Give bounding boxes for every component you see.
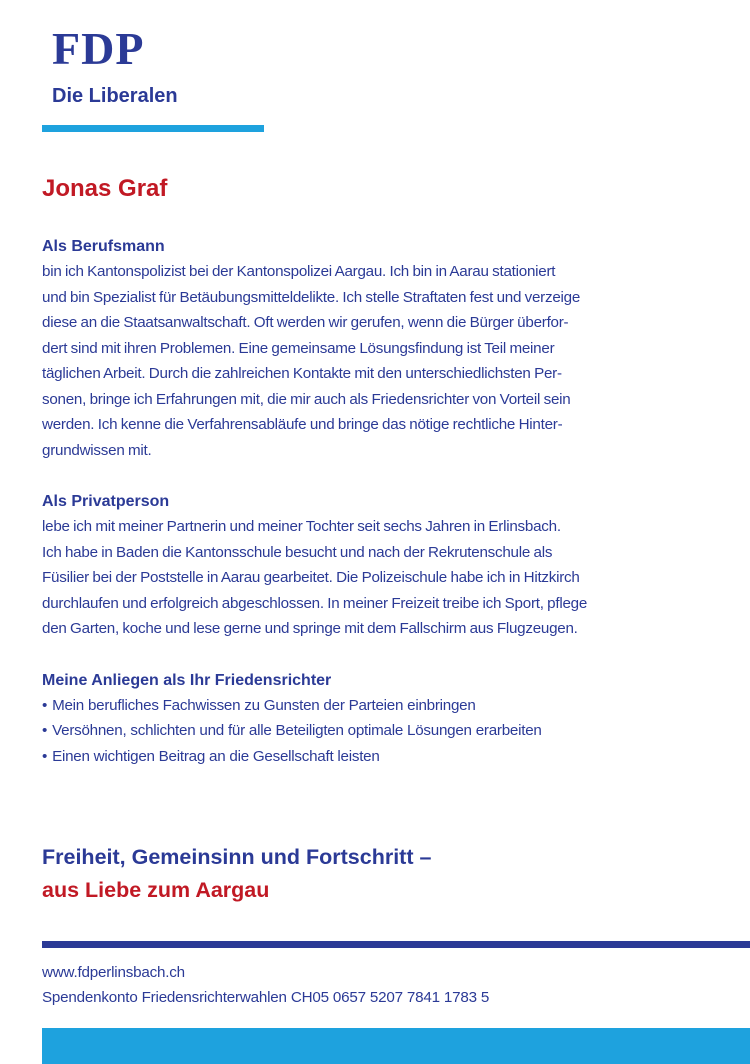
content-body — [42, 234, 692, 795]
list-item — [42, 718, 692, 744]
list-item — [42, 693, 692, 719]
list-item-text: Mein berufliches Fachwissen zu Gunsten der Parteien einbringen — [52, 696, 476, 714]
slogan-line-1: Freiheit, Gemeinsinn und Fortschritt – — [42, 845, 432, 869]
section-private — [42, 489, 692, 642]
section-heading: Meine Anliegen als Ihr Friedensrichter — [42, 671, 332, 689]
bullet-icon: • — [42, 722, 48, 739]
website-link[interactable]: www.fdperlinsbach.ch — [42, 964, 185, 981]
logo-accent-bar — [42, 125, 264, 132]
footer-divider — [42, 941, 750, 948]
list-item-text: Einen wichtigen Beitrag an die Gesellschaft leisten — [52, 747, 380, 765]
footer-accent-bar — [42, 1028, 750, 1064]
section-concerns — [42, 668, 692, 770]
footer-info — [42, 960, 489, 1010]
donation-account: Spendenkonto Friedensrichterwahlen CH05 0657 5207 7841 1783 5 — [42, 989, 490, 1006]
section-heading: Als Privatperson — [42, 493, 170, 510]
list-item-text: Versöhnen, schlichten und für alle Beteiligten optimale Lösungen erarbeiten — [52, 722, 542, 739]
logo-subtitle: Die Liberalen — [52, 85, 178, 107]
section-text: lebe ich mit meiner Partnerin und meiner Tochter seit sechs Jahren in Erlinsbach. Ich habe in Baden die Kantonsschule besucht und nach der Rekrutenschule als Füsilier bei der Poststelle in Aarau gearbeitet. Die Polizeischule habe ich in Hitzkirch durchlaufen und erfolgreich abgeschlossen. In meiner Freizeit treibe ich Sport, pflege den Garten, koche und lese gerne und springe mit dem Fallschirm aus Flugzeugen. — [42, 518, 588, 637]
bullet-icon: • — [42, 696, 48, 714]
logo-wordmark: FDP — [52, 23, 145, 74]
section-heading: Als Berufsmann — [42, 238, 165, 255]
list-item — [42, 744, 692, 770]
bullet-icon: • — [42, 747, 48, 765]
section-text: bin ich Kantonspolizist bei der Kantonspolizei Aargau. Ich bin in Aarau stationiert und bin Spezialist für Betäubungsmitteldelikte. Ich stelle Straftaten fest und verzeige diese an die Staatsanwaltschaft. Oft werden wir gerufen, wenn die Bürger überfor- dert sind mit ihren Problemen. Eine gemeinsame Lösungsfindung ist Teil meiner täglichen Arbeit. Durch die zahlreichen Kontakte mit den unterschiedlichsten Per- sonen, bringe ich Erfahrungen mit, die mir auch als Friedensrichter von Vorteil sein werden. Ich kenne die Verfahrensabläufe und bringe das nötige rechtliche Hinter- grundwissen mit. — [42, 263, 581, 459]
concerns-list — [42, 693, 692, 770]
slogan-line-2: aus Liebe zum Aargau — [42, 878, 270, 902]
section-profession — [42, 234, 692, 463]
candidate-name: Jonas Graf — [42, 175, 168, 202]
